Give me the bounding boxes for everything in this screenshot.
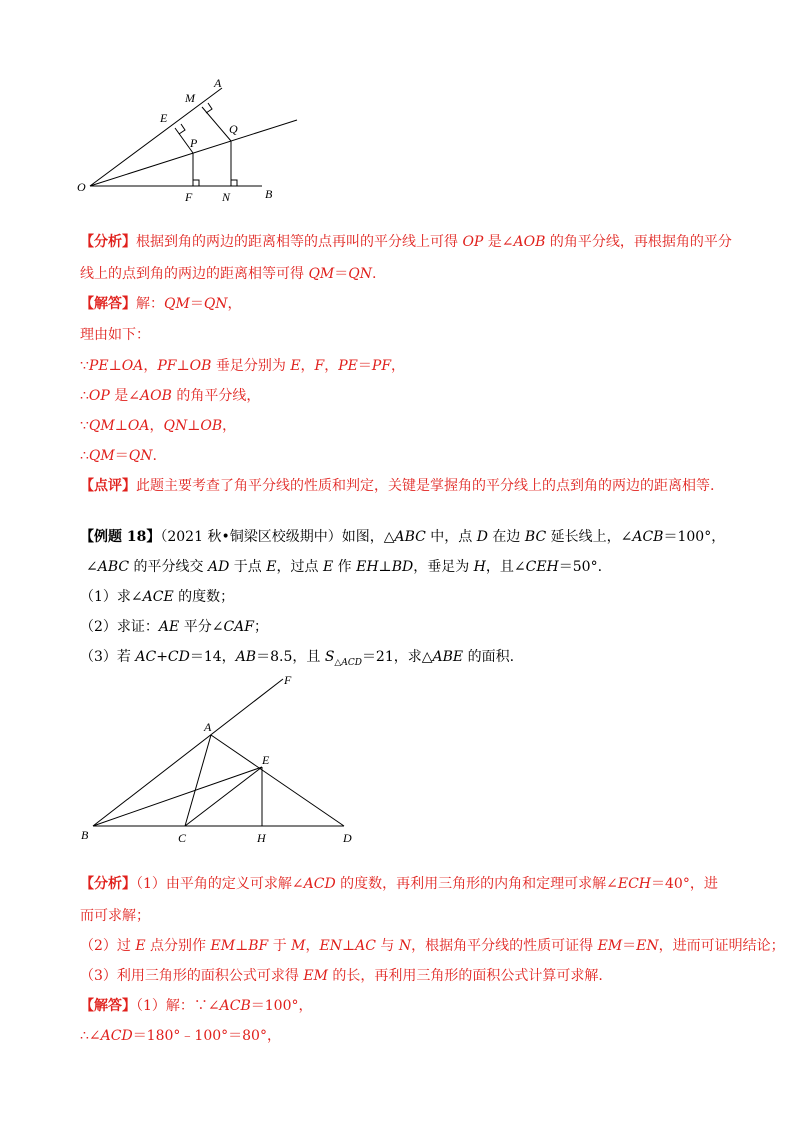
- text-run: QM: [164, 296, 190, 312]
- text-run: .: [372, 266, 377, 282]
- right-angle-e: [179, 124, 185, 134]
- text-run: BF: [248, 938, 269, 954]
- text-run: ＝100°，: [663, 529, 726, 545]
- text-run: F: [314, 358, 325, 374]
- text-run: AE: [158, 619, 180, 635]
- label-e: E: [160, 111, 168, 125]
- label-f: F: [284, 673, 292, 687]
- text-run: EM: [210, 938, 236, 954]
- text-run: 的度数；: [173, 589, 235, 605]
- text-run: D: [476, 529, 488, 545]
- text-run: 的角平分线，: [171, 388, 261, 404]
- angle-bisector-figure: [70, 70, 310, 210]
- solution2-line-2: [80, 1026, 281, 1046]
- example-title-line: [80, 527, 725, 547]
- text-run: 【解答】: [80, 296, 136, 312]
- segment-be: [93, 767, 262, 826]
- text-run: ＝: [114, 448, 129, 464]
- solution-line-6: [80, 446, 157, 466]
- text-run: ⊥: [235, 938, 249, 954]
- text-run: PE: [88, 358, 109, 374]
- text-run: 【例题 18】: [80, 529, 161, 545]
- text-run: ＝50°.: [558, 559, 603, 575]
- text-run: 线上的点到角的两边的距离相等可得: [80, 266, 309, 282]
- question-1: [80, 587, 234, 607]
- text-run: M: [291, 938, 306, 954]
- label-c: C: [178, 831, 187, 845]
- text-run: N: [398, 938, 412, 954]
- text-run: （3）若: [80, 649, 136, 665]
- text-run: QN: [128, 448, 153, 464]
- label-d: D: [343, 831, 352, 845]
- text-run: ABC: [97, 559, 130, 575]
- text-run: ＝100°，: [250, 998, 313, 1014]
- text-run: ACD: [303, 876, 336, 892]
- text-run: △ACD: [334, 657, 362, 668]
- question-3: [80, 647, 514, 673]
- text-run: ∵: [80, 418, 89, 434]
- label-b: B: [265, 187, 273, 201]
- text-run: ∴: [80, 388, 89, 404]
- text-run: 的面积.: [463, 649, 515, 665]
- text-run: EN: [319, 938, 342, 954]
- label-m: M: [185, 91, 195, 105]
- text-run: QN: [163, 418, 188, 434]
- segment-ac: [185, 735, 211, 826]
- segment-qm: [202, 107, 231, 141]
- text-run: CAF: [223, 619, 254, 635]
- text-run: ⊥: [108, 358, 122, 374]
- text-run: 于点: [229, 559, 267, 575]
- text-run: ＝21，求△: [361, 649, 433, 665]
- label-n: N: [222, 190, 231, 204]
- text-run: PF: [371, 358, 392, 374]
- text-run: E: [266, 559, 277, 575]
- label-o: O: [77, 180, 86, 194]
- right-angle-m: [206, 103, 212, 113]
- text-run: OP: [88, 388, 110, 404]
- text-run: ∴: [80, 448, 89, 464]
- segment-ad: [211, 735, 344, 826]
- solution-line-2: [80, 325, 150, 345]
- text-run: ，: [149, 418, 164, 434]
- review-line: [80, 476, 714, 496]
- text-run: 【点评】: [80, 478, 136, 494]
- text-run: 平分∠: [179, 619, 224, 635]
- text-run: ，: [324, 358, 339, 374]
- label-p: P: [190, 136, 198, 150]
- text-run: ∴∠: [80, 1028, 101, 1044]
- label-a: A: [214, 76, 222, 90]
- text-run: E: [322, 559, 334, 575]
- analysis-line-1: [80, 232, 732, 252]
- label-q: Q: [229, 122, 238, 136]
- label-f: F: [185, 190, 193, 204]
- text-run: OA: [127, 418, 150, 434]
- text-run: OP: [462, 234, 484, 250]
- text-run: AC: [355, 938, 376, 954]
- text-run: ，: [222, 418, 237, 434]
- text-run: ABE: [432, 649, 464, 665]
- text-run: BD: [391, 559, 414, 575]
- text-run: OA: [121, 358, 144, 374]
- label-a: A: [204, 720, 212, 734]
- text-run: QM: [88, 448, 115, 464]
- text-run: ，垂足为: [413, 559, 474, 575]
- text-run: OB: [200, 418, 223, 434]
- solution-line-3: [80, 356, 405, 376]
- segment-ce: [185, 767, 262, 826]
- text-run: ，: [305, 938, 320, 954]
- analysis2-line-3: [80, 936, 785, 956]
- text-run: 是∠: [483, 234, 514, 250]
- text-run: BC: [524, 529, 547, 545]
- text-run: 点分别作: [145, 938, 211, 954]
- analysis2-line-2: [80, 906, 150, 926]
- text-run: （2021 秋•铜梁区校级期中）如图，△: [160, 529, 395, 545]
- text-run: 【分析】: [80, 234, 136, 250]
- text-run: 垂足分别为: [211, 358, 291, 374]
- text-run: ＝: [334, 266, 349, 282]
- text-run: AOB: [513, 234, 546, 250]
- solution-line-4: [80, 386, 260, 406]
- text-run: ＝180°﹣100°＝80°，: [132, 1028, 281, 1044]
- analysis2-line-1: [80, 874, 718, 894]
- text-run: ，: [143, 358, 158, 374]
- text-run: E: [290, 358, 301, 374]
- text-run: 中，点: [425, 529, 477, 545]
- text-run: 理由如下：: [80, 327, 150, 343]
- analysis2-line-4: [80, 966, 603, 986]
- text-run: ACB: [219, 998, 251, 1014]
- text-run: EH: [356, 559, 379, 575]
- text-run: H: [473, 559, 486, 575]
- text-run: （1）解：∵∠: [136, 998, 220, 1014]
- text-run: ⊥: [341, 938, 356, 954]
- ray-oa: [90, 88, 222, 186]
- text-run: +: [156, 649, 168, 665]
- text-run: （2）过: [80, 938, 136, 954]
- triangle-figure: [70, 670, 370, 850]
- text-run: AB: [235, 649, 257, 665]
- text-run: QN: [348, 266, 372, 282]
- question-2: [80, 617, 268, 637]
- ray-bf: [93, 679, 283, 826]
- text-run: QM: [308, 266, 335, 282]
- text-run: QN: [203, 296, 228, 312]
- text-run: ＝: [189, 296, 204, 312]
- text-run: ACB: [632, 529, 664, 545]
- text-run: EN: [636, 938, 659, 954]
- text-run: AD: [208, 559, 230, 575]
- text-run: ＝14，: [189, 649, 236, 665]
- text-run: 的长，再利用三角形的面积公式计算可求解.: [327, 968, 603, 984]
- text-run: 与: [375, 938, 399, 954]
- text-run: ABC: [394, 529, 426, 545]
- text-run: ＝8.5，且: [256, 649, 325, 665]
- text-run: ⊥: [114, 418, 128, 434]
- text-run: OB: [189, 358, 212, 374]
- example-line-2: [86, 557, 602, 577]
- text-run: ∵: [80, 358, 89, 374]
- text-run: （3）利用三角形的面积公式可求得: [80, 968, 304, 984]
- text-run: PE: [338, 358, 358, 374]
- text-run: 延长线上，∠: [546, 529, 633, 545]
- analysis-line-2: [80, 264, 376, 284]
- text-run: CEH: [525, 559, 559, 575]
- text-run: ，且∠: [485, 559, 526, 575]
- solution-line-5: [80, 416, 236, 436]
- text-run: 【解答】: [80, 998, 136, 1014]
- text-run: ⊥: [176, 358, 190, 374]
- text-run: ＝: [357, 358, 372, 374]
- text-run: ⊥: [187, 418, 201, 434]
- text-run: 根据到角的两边的距离相等的点再叫的平分线上可得: [136, 234, 463, 250]
- text-run: ，进而可证明结论；: [658, 938, 785, 954]
- text-run: ∠: [86, 559, 98, 575]
- label-h: H: [257, 831, 266, 845]
- text-run: ，根据角平分线的性质可证得: [411, 938, 598, 954]
- text-run: S: [324, 649, 335, 665]
- text-run: （2）求证：: [80, 619, 159, 635]
- text-run: 是∠: [109, 388, 141, 404]
- text-run: ACD: [100, 1028, 133, 1044]
- text-run: ACE: [142, 589, 174, 605]
- solution2-line-1: [80, 996, 313, 1016]
- text-run: ；: [254, 619, 268, 635]
- text-run: 作: [333, 559, 357, 575]
- text-run: 的角平分线，再根据角的平分: [545, 234, 732, 250]
- text-run: 而可求解；: [80, 908, 150, 924]
- right-angle-f: [193, 180, 199, 186]
- text-run: ＝40°，进: [651, 876, 718, 892]
- text-run: ，: [391, 358, 406, 374]
- text-run: EM: [303, 968, 328, 984]
- text-run: 解：: [136, 296, 164, 312]
- text-run: 【分析】: [80, 876, 136, 892]
- text-run: AOB: [140, 388, 172, 404]
- text-run: PF: [157, 358, 177, 374]
- label-e: E: [262, 753, 270, 767]
- solution-line-1: [80, 294, 242, 314]
- text-run: QM: [88, 418, 115, 434]
- text-run: AC: [135, 649, 157, 665]
- text-run: 的度数，再利用三角形的内角和定理可求解∠: [335, 876, 618, 892]
- text-run: ⊥: [378, 559, 392, 575]
- text-run: 在边: [487, 529, 525, 545]
- text-run: ，: [227, 296, 242, 312]
- text-run: 的平分线交: [129, 559, 209, 575]
- text-run: 此题主要考查了角平分线的性质和判定，关键是掌握角的平分线上的点到角的两边的距离相等.: [136, 478, 715, 494]
- text-run: E: [135, 938, 146, 954]
- text-run: CD: [167, 649, 190, 665]
- text-run: ＝: [622, 938, 637, 954]
- text-run: （1）求∠: [80, 589, 143, 605]
- text-run: EM: [597, 938, 623, 954]
- text-run: 于: [268, 938, 292, 954]
- text-run: ，: [300, 358, 315, 374]
- text-run: （1）由平角的定义可求解∠: [136, 876, 304, 892]
- label-b: B: [81, 828, 89, 842]
- text-run: .: [152, 448, 157, 464]
- text-run: ECH: [617, 876, 652, 892]
- right-angle-n: [231, 180, 237, 186]
- text-run: ，过点: [276, 559, 323, 575]
